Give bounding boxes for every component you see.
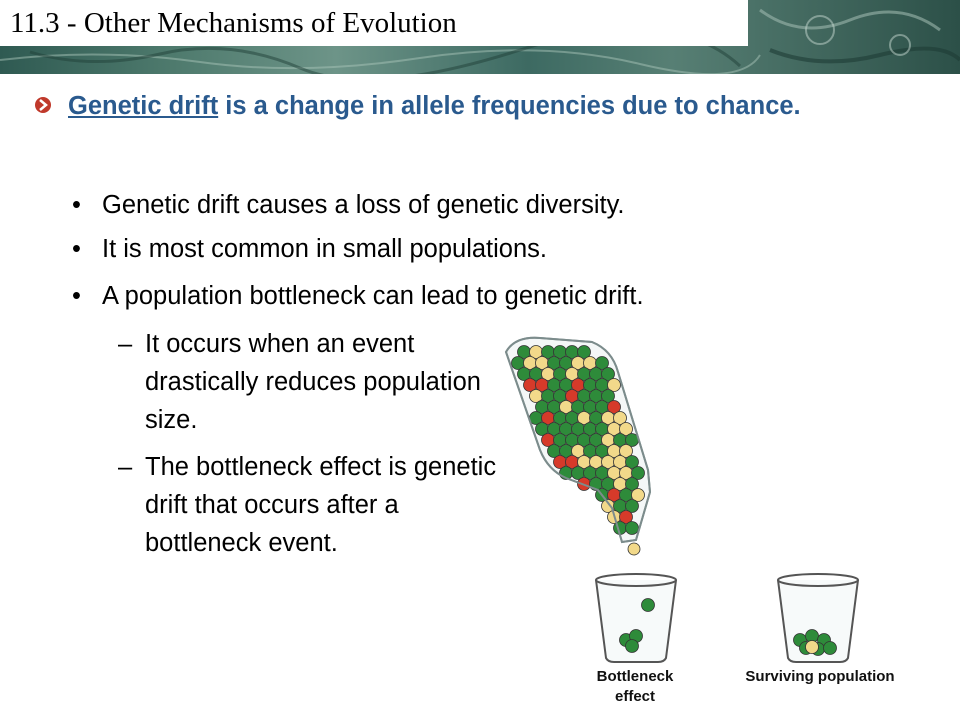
bullet-item [72,282,644,311]
bottleneck-effect-caption: Bottleneck effect [596,668,674,705]
bottleneck-glass [596,574,676,662]
allele-ball [628,543,640,555]
sub-bullet-text: The bottleneck effect is genetic drift that occurs after a bottleneck event. [145,453,497,557]
sub-bullet-marker: – [118,330,133,358]
bullet-arrow-icon [34,96,52,114]
falling-ball [628,543,640,555]
main-heading-rest: is a change in allele frequencies due to chance. [218,92,801,120]
sub-bullet-item [118,325,498,439]
main-heading [68,87,908,125]
title-box [0,0,748,46]
allele-ball [626,522,639,535]
slide-title: 11.3 - Other Mechanisms of Evolution [10,7,457,39]
genetic-drift-term: Genetic drift [68,92,219,120]
bullet-marker: • [72,235,81,263]
bottle-graphic [506,338,650,542]
sub-bullet-marker: – [118,453,133,481]
allele-ball [642,599,655,612]
sub-bullet-item [118,448,498,562]
bullet-item [72,191,625,220]
surviving-population-caption: Surviving population [745,668,895,685]
sub-bullet-text: It occurs when an event drastically reduces population size. [145,330,481,434]
allele-ball [806,641,819,654]
bullet-text: Genetic drift causes a loss of genetic diversity. [102,191,625,219]
bullet-item [72,235,547,264]
allele-ball [824,642,837,655]
surviving-glass [778,574,858,662]
allele-ball [626,640,639,653]
bullet-marker: • [72,282,81,310]
bottleneck-illustration [490,330,950,720]
bullet-text: It is most common in small populations. [102,235,548,263]
bullet-marker: • [72,191,81,219]
bullet-text: A population bottleneck can lead to genetic drift. [102,282,644,310]
